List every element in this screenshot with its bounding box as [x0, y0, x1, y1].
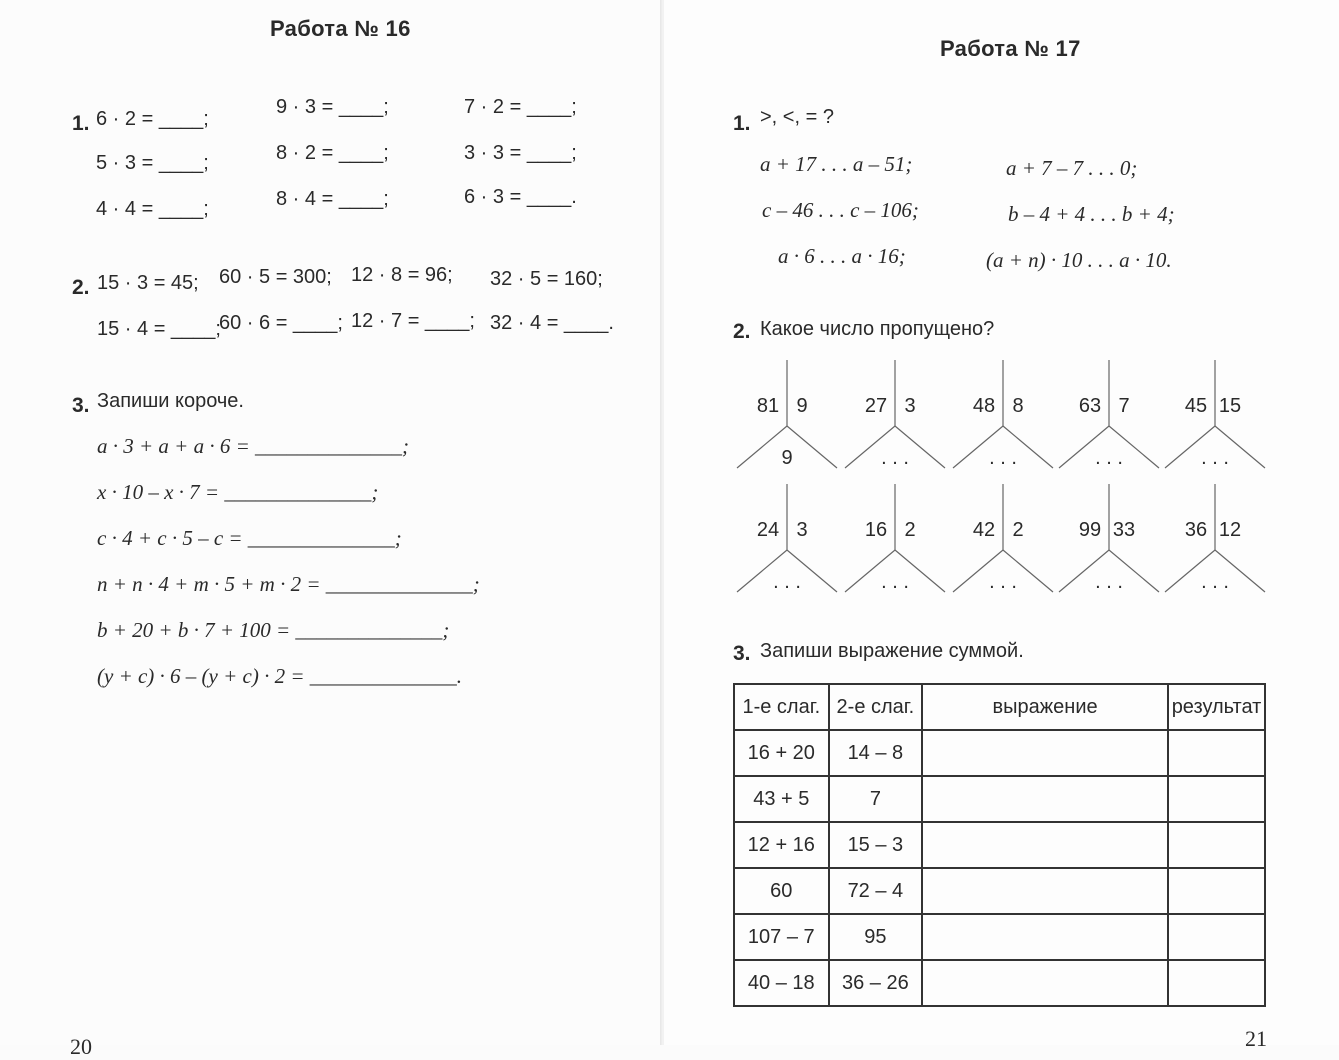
fork-right-number: 12 [1218, 519, 1242, 541]
exercise-item: 60 · 6 = ____; [219, 312, 343, 334]
page-number: 20 [70, 1034, 92, 1059]
table-cell: 40 – 18 [734, 960, 829, 1006]
fork-right-number: 8 [1012, 395, 1024, 417]
number-fork [737, 360, 837, 469]
table-cell [922, 730, 1168, 776]
fork-left-number: 45 [1184, 395, 1208, 417]
fork-left-number: 36 [1184, 519, 1208, 541]
table-cell: 36 – 26 [829, 960, 923, 1006]
task-instruction: Запиши короче. [97, 390, 244, 412]
table-cell [1168, 822, 1265, 868]
table-cell [922, 960, 1168, 1006]
fork-result: . . . [1201, 571, 1229, 593]
comparison-item: (a + n) · 10 . . . a · 10. [986, 248, 1172, 272]
fork-right-number: 33 [1112, 519, 1136, 541]
table-row [734, 868, 1265, 914]
table-cell: 72 – 4 [829, 868, 923, 914]
exercise-item: 32 · 4 = ____. [490, 312, 614, 334]
page-title: Работа № 17 [940, 36, 1081, 61]
expression-line: a · 3 + a + a · 6 = ______________; [97, 434, 410, 458]
table-row [734, 960, 1265, 1006]
comparison-item: c – 46 . . . c – 106; [762, 198, 919, 222]
fork-left-number: 81 [756, 395, 780, 417]
expression-line: n + n · 4 + m · 5 + m · 2 = ______________; [97, 572, 480, 596]
number-fork [953, 360, 1053, 469]
table-cell [922, 776, 1168, 822]
table-cell: 15 – 3 [829, 822, 923, 868]
column-header: выражение [922, 684, 1168, 730]
fork-line [737, 426, 787, 468]
exercise-item: 12 · 8 = 96; [351, 264, 453, 286]
fork-diagrams [725, 352, 1275, 602]
table-cell [1168, 868, 1265, 914]
table-row [734, 914, 1265, 960]
fork-line [787, 426, 837, 468]
table-cell [1168, 914, 1265, 960]
table-row [734, 730, 1265, 776]
fork-result: . . . [989, 447, 1017, 469]
task-number: 3. [72, 394, 90, 417]
fork-left-number: 16 [864, 519, 888, 541]
task-instruction: Запиши выражение суммой. [760, 640, 1024, 662]
fork-right-number: 9 [796, 395, 808, 417]
exercise-item: 4 · 4 = ____; [96, 198, 209, 220]
fork-right-number: 2 [1012, 519, 1024, 541]
fork-result: . . . [773, 571, 801, 593]
comparison-item: a · 6 . . . a · 16; [778, 244, 906, 268]
table-cell [922, 822, 1168, 868]
exercise-item: 6 · 2 = ____; [96, 108, 209, 130]
fork-right-number: 3 [796, 519, 808, 541]
fork-result: . . . [1095, 447, 1123, 469]
table-cell: 16 + 20 [734, 730, 829, 776]
exercise-item: 7 · 2 = ____; [464, 96, 577, 118]
task-number: 1. [72, 112, 90, 135]
exercise-item: 60 · 5 = 300; [219, 266, 332, 288]
fork-left-number: 63 [1078, 395, 1102, 417]
table-header-row [734, 684, 1265, 730]
column-header: 1-е слаг. [734, 684, 829, 730]
table-cell [1168, 730, 1265, 776]
number-fork [845, 484, 945, 593]
column-header: результат [1168, 684, 1265, 730]
expression-line: b + 20 + b · 7 + 100 = ______________; [97, 618, 450, 642]
task-number: 1. [733, 112, 751, 135]
table-cell [922, 868, 1168, 914]
exercise-item: 5 · 3 = ____; [96, 152, 209, 174]
comparison-item: a + 7 – 7 . . . 0; [1006, 156, 1138, 180]
table-cell [1168, 776, 1265, 822]
fork-right-number: 15 [1218, 395, 1242, 417]
fork-left-number: 99 [1078, 519, 1102, 541]
page-title: Работа № 16 [270, 16, 411, 41]
fork-right-number: 7 [1118, 395, 1130, 417]
exercise-item: 15 · 3 = 45; [97, 272, 199, 294]
task-number: 2. [733, 320, 751, 343]
table-cell [1168, 960, 1265, 1006]
table-row [734, 776, 1265, 822]
page-number: 21 [1245, 1026, 1267, 1051]
fork-left-number: 48 [972, 395, 996, 417]
exercise-item: 8 · 4 = ____; [276, 188, 389, 210]
exercise-item: 15 · 4 = ____; [97, 318, 221, 340]
fork-result: . . . [1201, 447, 1229, 469]
exercise-item: 32 · 5 = 160; [490, 268, 603, 290]
fork-result: . . . [881, 571, 909, 593]
left-page [0, 0, 662, 1059]
table-cell: 12 + 16 [734, 822, 829, 868]
expression-line: (y + c) · 6 – (y + c) · 2 = ______________. [97, 664, 463, 688]
fork-right-number: 3 [904, 395, 916, 417]
table-cell: 43 + 5 [734, 776, 829, 822]
table-cell: 7 [829, 776, 923, 822]
exercise-item: 8 · 2 = ____; [276, 142, 389, 164]
fork-left-number: 27 [864, 395, 888, 417]
column-header: 2-е слаг. [829, 684, 923, 730]
table-cell: 95 [829, 914, 923, 960]
exercise-item: 6 · 3 = ____. [464, 186, 577, 208]
fork-right-number: 2 [904, 519, 916, 541]
table-cell [922, 914, 1168, 960]
expression-line: c · 4 + c · 5 – c = ______________; [97, 526, 402, 550]
table-cell: 60 [734, 868, 829, 914]
task-instruction: >, <, = ? [760, 106, 834, 128]
fork-left-number: 24 [756, 519, 780, 541]
table-cell: 107 – 7 [734, 914, 829, 960]
sum-table [733, 683, 1266, 1007]
table-cell: 14 – 8 [829, 730, 923, 776]
expression-line: x · 10 – x · 7 = ______________; [97, 480, 379, 504]
fork-result: 9 [781, 447, 793, 469]
number-fork [1059, 360, 1159, 469]
number-fork [845, 360, 945, 469]
task-number: 3. [733, 642, 751, 665]
number-fork [737, 484, 837, 593]
fork-left-number: 42 [972, 519, 996, 541]
comparison-item: b – 4 + 4 . . . b + 4; [1008, 202, 1175, 226]
fork-result: . . . [881, 447, 909, 469]
exercise-item: 12 · 7 = ____; [351, 310, 475, 332]
exercise-item: 3 · 3 = ____; [464, 142, 577, 164]
number-fork [953, 484, 1053, 593]
table-row [734, 822, 1265, 868]
number-fork [1059, 484, 1159, 593]
fork-result: . . . [1095, 571, 1123, 593]
exercise-item: 9 · 3 = ____; [276, 96, 389, 118]
task-instruction: Какое число пропущено? [760, 318, 995, 340]
number-fork [1165, 360, 1265, 469]
fork-result: . . . [989, 571, 1017, 593]
task-number: 2. [72, 276, 90, 299]
number-fork [1165, 484, 1265, 593]
comparison-item: a + 17 . . . a – 51; [760, 152, 913, 176]
